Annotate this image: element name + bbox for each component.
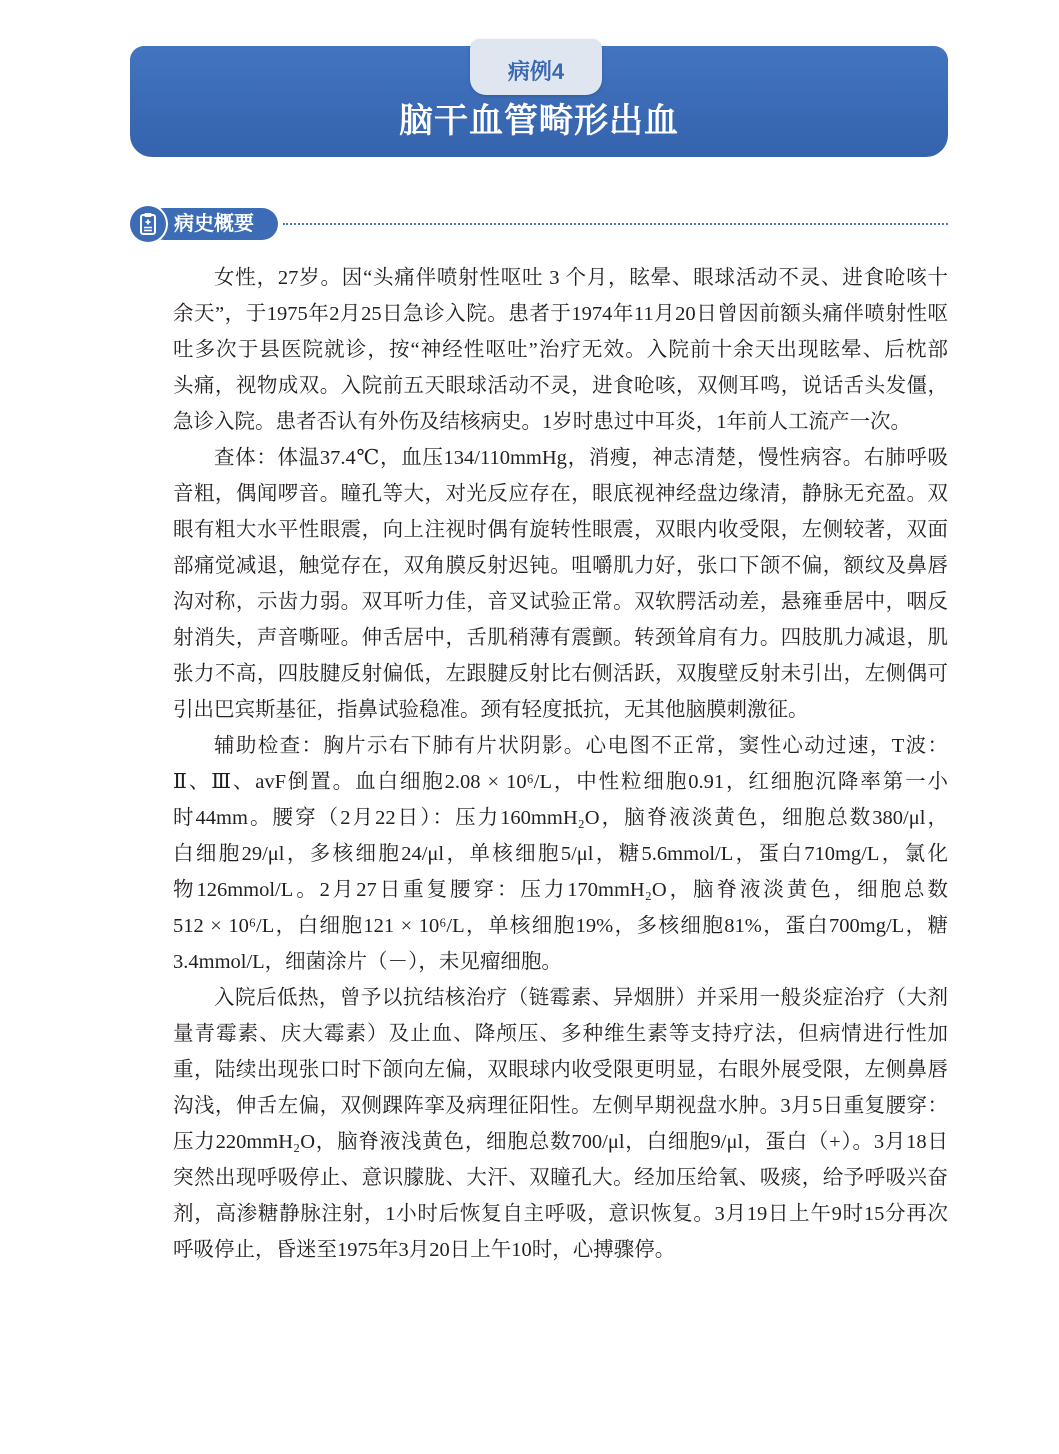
paragraph-hospital-course (173, 980, 948, 1268)
paragraph-line: 射消失，声音嘶哑。伸舌居中，舌肌稍薄有震颤。转颈耸肩有力。四肢肌力减退，肌 (173, 627, 948, 649)
section-divider (283, 223, 948, 225)
paragraph-line: 眼有粗大水平性眼震，向上注视时偶有旋转性眼震，双眼内收受限，左侧较著，双面 (173, 519, 948, 541)
case-number-label: 病例4 (507, 58, 565, 84)
paragraph-physical-exam (173, 440, 948, 728)
paragraph-line: 头痛，视物成双。入院前五天眼球活动不灵，进食呛咳，双侧耳鸣，说话舌头发僵， (173, 375, 948, 397)
case-history-body (173, 260, 948, 1268)
paragraph-line: 突然出现呼吸停止、意识朦胧、大汗、双瞳孔大。经加压给氧、吸痰，给予呼吸兴奋 (173, 1167, 948, 1189)
paragraph-line: Ⅱ、Ⅲ、avF倒置。血白细胞2.08 × 10⁶/L，中性粒细胞0.91，红细胞沉降率第一小 (173, 771, 948, 793)
paragraph-line: 量青霉素、庆大霉素）及止血、降颅压、多种维生素等支持疗法，但病情进行性加 (173, 1023, 948, 1045)
paragraph-line: 压力220mmH₂O，脑脊液浅黄色，细胞总数700/μl，白细胞9/μl，蛋白（+）。3月18日 (173, 1131, 948, 1153)
paragraph-line: 沟浅，伸舌左偏，双侧踝阵挛及病理征阳性。左侧早期视盘水肿。3月5日重复腰穿： (173, 1095, 948, 1117)
paragraph-line: 物126mmol/L。2月27日重复腰穿：压力170mmH₂O，脑脊液淡黄色，细胞总数 (173, 879, 948, 901)
paragraph-line: 急诊入院。患者否认有外伤及结核病史。1岁时患过中耳炎，1年前人工流产一次。 (173, 411, 911, 433)
paragraph-line: 3.4mmol/L，细菌涂片（－），未见瘤细胞。 (173, 951, 562, 973)
paragraph-line: 呼吸停止，昏迷至1975年3月20日上午10时，心搏骤停。 (173, 1239, 676, 1261)
paragraph-line: 吐多次于县医院就诊，按“神经性呕吐”治疗无效。入院前十余天出现眩晕、后枕部 (173, 339, 948, 361)
paragraph-line: 辅助检查：胸片示右下肺有片状阴影。心电图不正常，窦性心动过速，T波： (214, 735, 948, 757)
paragraph-auxiliary-exam (173, 728, 948, 980)
paragraph-line: 512 × 10⁶/L，白细胞121 × 10⁶/L，单核细胞19%，多核细胞81%，蛋白700mg/L，糖 (173, 915, 948, 937)
paragraph-line: 入院后低热，曾予以抗结核治疗（链霉素、异烟肼）并采用一般炎症治疗（大剂 (214, 987, 948, 1009)
paragraph-history (173, 260, 948, 440)
paragraph-line: 沟对称，示齿力弱。双耳听力佳，音叉试验正常。双软腭活动差，悬雍垂居中，咽反 (173, 591, 948, 613)
paragraph-line: 引出巴宾斯基征，指鼻试验稳准。颈有轻度抵抗，无其他脑膜刺激征。 (173, 699, 809, 721)
clipboard-icon (130, 206, 166, 242)
paragraph-line: 时44mm。腰穿（2月22日）：压力160mmH₂O，脑脊液淡黄色，细胞总数380/μl， (173, 807, 948, 829)
paragraph-line: 女性，27岁。因“头痛伴喷射性呕吐 3 个月，眩晕、眼球活动不灵、进食呛咳十 (214, 267, 948, 289)
paragraph-line: 余天”，于1975年2月25日急诊入院。患者于1974年11月20日曾因前额头痛伴喷射性呕 (173, 303, 948, 325)
paragraph-line: 张力不高，四肢腱反射偏低，左跟腱反射比右侧活跃，双腹壁反射未引出，左侧偶可 (173, 663, 948, 685)
paragraph-line: 重，陆续出现张口时下颌向左偏，双眼球内收受限更明显，右眼外展受限，左侧鼻唇 (173, 1059, 948, 1081)
paragraph-line: 剂，高渗糖静脉注射，1小时后恢复自主呼吸，意识恢复。3月19日上午9时15分再次 (173, 1203, 948, 1225)
section-title: 病史概要 (174, 213, 254, 235)
paragraph-line: 白细胞29/μl，多核细胞24/μl，单核细胞5/μl，糖5.6mmol/L，蛋白710mg/L，氯化 (173, 843, 948, 865)
paragraph-line: 部痛觉减退，触觉存在，双角膜反射迟钝。咀嚼肌力好，张口下颌不偏，额纹及鼻唇 (173, 555, 948, 577)
paragraph-line: 查体：体温37.4℃，血压134/110mmHg，消瘦，神志清楚，慢性病容。右肺呼吸 (214, 447, 948, 469)
paragraph-line: 音粗，偶闻啰音。瞳孔等大，对光反应存在，眼底视神经盘边缘清，静脉无充盈。双 (173, 483, 948, 505)
case-number-tab (470, 39, 602, 95)
page-title: 脑干血管畸形出血 (399, 102, 679, 140)
